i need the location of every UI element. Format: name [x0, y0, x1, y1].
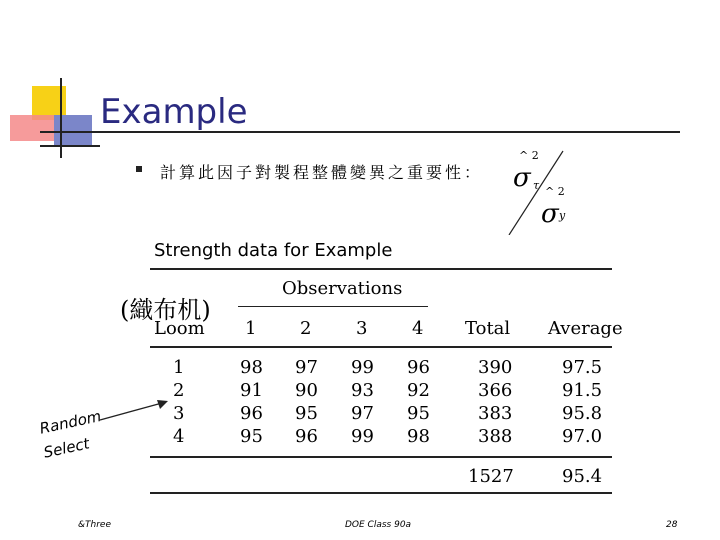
- formula-top-sub: τ: [533, 179, 540, 192]
- formula-bottom-hat: ^ 2: [545, 185, 565, 198]
- formula-top-symbol: σ: [513, 163, 531, 193]
- formula-top-hat: ^ 2: [519, 149, 539, 162]
- formula-bottom-symbol: σ: [541, 199, 559, 229]
- page-number: 28: [666, 520, 678, 530]
- col-header-2: 2: [300, 318, 312, 339]
- col-header-1: 1: [245, 318, 257, 339]
- table-caption: Strength data for Example: [154, 240, 393, 261]
- handwritten-random: Random: [38, 407, 103, 438]
- col-header-average: Average: [548, 318, 623, 339]
- col-header-loom: Loom: [154, 318, 205, 339]
- handwritten-loom-note: (織布机): [120, 296, 211, 324]
- grand-total: 1527: [468, 466, 514, 487]
- observations-header: Observations: [282, 278, 403, 299]
- handwritten-select: Select: [42, 434, 92, 462]
- col-header-4: 4: [412, 318, 424, 339]
- formula-bottom-sub: y: [559, 209, 566, 222]
- bullet-text: 計算此因子對製程整體變異之重要性：: [160, 163, 484, 182]
- slide-title: Example: [100, 92, 248, 132]
- footer-left: &Three: [78, 520, 111, 530]
- grand-average: 95.4: [562, 466, 603, 487]
- col-header-3: 3: [356, 318, 368, 339]
- footer-center: DOE Class 90a: [345, 520, 412, 530]
- col-header-total: Total: [465, 318, 511, 339]
